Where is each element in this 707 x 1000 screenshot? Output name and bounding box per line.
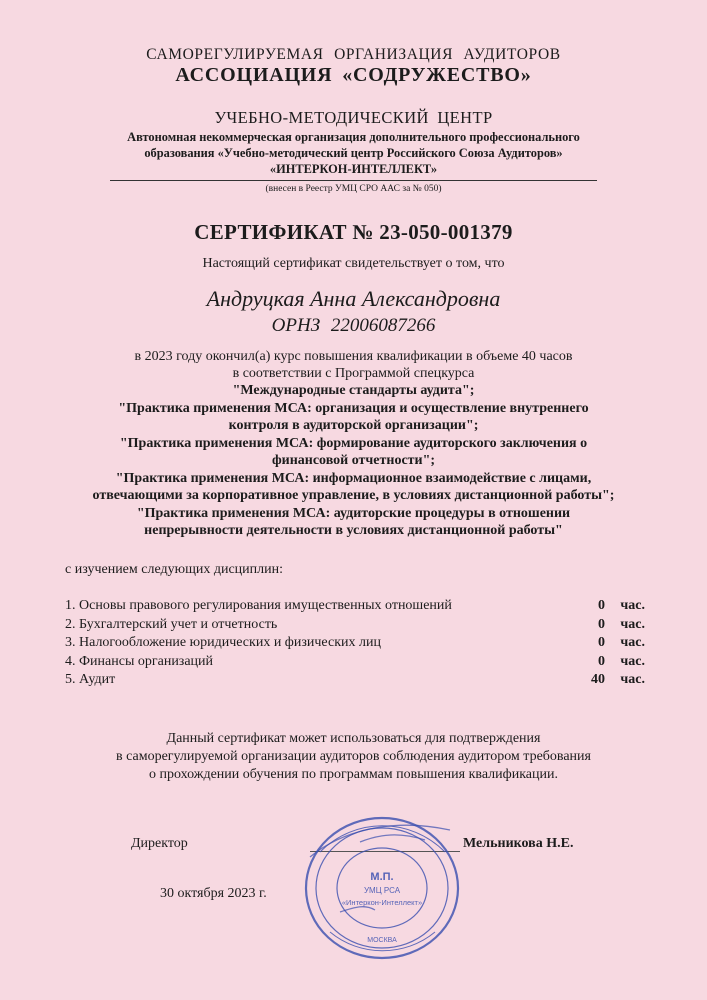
program-line: "Практика применения МСА: формирование аудиторского заключения о	[119, 435, 588, 451]
discipline-name: 4. Финансы организаций	[65, 653, 214, 669]
discipline-hours: 0	[598, 598, 605, 613]
stamp-center-text-3: «Интеркон-Интеллект»	[341, 898, 423, 907]
program-line: непрерывности деятельности в условиях дистанционной работы"	[144, 523, 563, 538]
disciplines-list	[65, 598, 645, 691]
discipline-unit: час.	[620, 598, 645, 613]
usage-note	[0, 730, 707, 784]
discipline-row	[65, 654, 645, 673]
program-line: "Практика применения МСА: организация и осуществление внутреннего	[118, 400, 589, 416]
discipline-unit: час.	[620, 635, 645, 650]
discipline-unit: час.	[620, 653, 645, 669]
org-top-heading: САМОРЕГУЛИРУЕМАЯ ОРГАНИЗАЦИЯ АУДИТОРОВ	[146, 46, 561, 63]
discipline-unit: час.	[620, 672, 645, 687]
program-line: "Международные стандарты аудита";	[232, 383, 475, 398]
program-list	[0, 382, 707, 540]
holder-ornz: ОРНЗ 22006087266	[271, 315, 436, 336]
discipline-hours: 40	[591, 672, 605, 687]
program-line: "Практика применения МСА: аудиторские процедуры в отношении	[136, 505, 571, 521]
stamp-bottom-text: МОСКВА	[367, 937, 397, 944]
discipline-name: 5. Аудит	[65, 672, 116, 687]
discipline-name: 1. Основы правового регулирования имущественных отношений	[65, 598, 452, 613]
holder-name: Андруцкая Анна Александровна	[206, 286, 501, 311]
official-stamp	[300, 812, 465, 962]
signer-position: Директор	[131, 836, 188, 851]
discipline-hours: 0	[598, 635, 605, 650]
stamp-center-text-2: УМЦ РСА	[363, 886, 401, 895]
program-line: контроля в аудиторской организации";	[228, 418, 479, 433]
discipline-hours: 0	[598, 653, 605, 669]
registry-note: (внесен в Реестр УМЦ СРО ААС за № 050)	[265, 184, 442, 194]
note-line-3: о прохождении обучения по программам повышения квалификации.	[149, 767, 558, 782]
org-full-line-2: образования «Учебно-методический центр Российского Союза Аудиторов»	[144, 146, 563, 160]
note-line-1: Данный сертификат может использоваться для подтверждения	[166, 731, 541, 746]
discipline-name: 3. Налогообложение юридических и физических лиц	[65, 635, 381, 650]
discipline-row	[65, 598, 645, 617]
stamp-center-text-1: М.П.	[370, 871, 394, 883]
discipline-hours: 0	[598, 616, 605, 632]
certificate-intro: Настоящий сертификат свидетельствует о том, что	[202, 256, 505, 271]
certificate-title: СЕРТИФИКАТ № 23-050-001379	[194, 220, 513, 244]
discipline-row	[65, 617, 645, 636]
disciplines-intro: с изучением следующих дисциплин:	[65, 562, 284, 577]
stamp-seal	[300, 812, 465, 962]
discipline-name: 2. Бухгалтерский учет и отчетность	[65, 616, 278, 632]
course-line-1: в 2023 году окончил(а) курс повышения квалификации в объеме 40 часов	[134, 349, 573, 364]
program-line: "Практика применения МСА: информационное взаимодействие с лицами,	[115, 470, 592, 486]
org-full-line-3: «ИНТЕРКОН-ИНТЕЛЛЕКТ»	[269, 162, 438, 176]
course-description	[0, 348, 707, 382]
training-center-heading: УЧЕБНО-МЕТОДИЧЕСКИЙ ЦЕНТР	[214, 108, 493, 127]
discipline-unit: час.	[620, 616, 645, 632]
association-title: АССОЦИАЦИЯ «СОДРУЖЕСТВО»	[175, 64, 532, 86]
signer-name: Мельникова Н.Е.	[463, 836, 574, 851]
org-full-line-1: Автономная некоммерческая организация дополнительного профессионального	[127, 130, 580, 144]
header-divider	[110, 180, 597, 181]
discipline-row	[65, 635, 645, 654]
issue-date: 30 октября 2023 г.	[160, 886, 267, 901]
discipline-row	[65, 672, 645, 691]
program-line: отвечающими за корпоративное управление, в условиях дистанционной работы";	[92, 488, 615, 503]
organization-full-name	[0, 129, 707, 177]
program-line: финансовой отчетности";	[271, 453, 436, 468]
course-line-2: в соответствии с Программой спецкурса	[232, 366, 475, 381]
note-line-2: в саморегулируемой организации аудиторов соблюдения аудитором требования	[116, 749, 591, 764]
